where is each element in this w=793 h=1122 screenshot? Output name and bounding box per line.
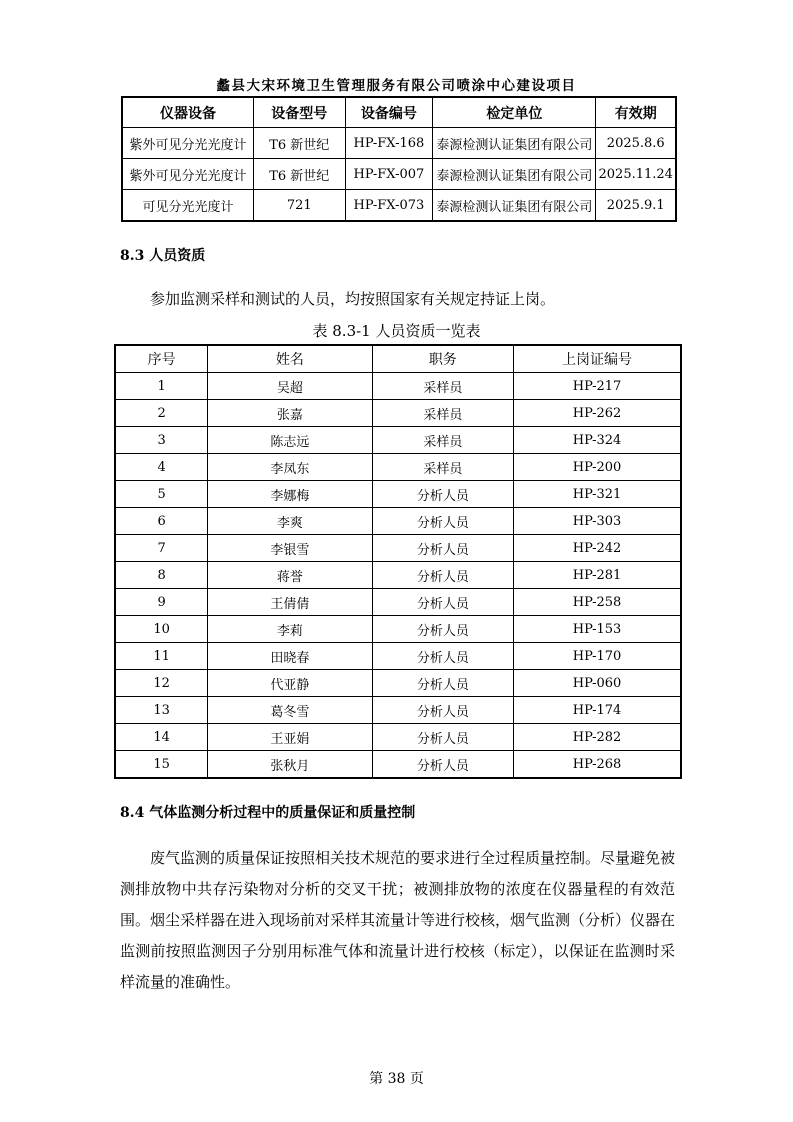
table-cell: 李莉	[208, 616, 372, 643]
table-row	[115, 481, 681, 508]
table-cell: T6 新世纪	[253, 128, 345, 159]
table-row	[115, 643, 681, 670]
table-row	[122, 159, 676, 190]
table-cell: 13	[115, 697, 208, 724]
table-row	[122, 190, 676, 222]
table-row	[115, 616, 681, 643]
table-cell: HP-324	[514, 427, 681, 454]
table-row	[115, 373, 681, 400]
table-cell: HP-FX-168	[345, 128, 433, 159]
table-cell: 李凤东	[208, 454, 372, 481]
table-cell: 分析人员	[372, 562, 513, 589]
table-cell: 2025.11.24	[596, 159, 676, 190]
table-cell: HP-258	[514, 589, 681, 616]
table-cell: HP-153	[514, 616, 681, 643]
table-cell: HP-FX-007	[345, 159, 433, 190]
table-cell: 陈志远	[208, 427, 372, 454]
section-8-4-paragraph: 废气监测的质量保证按照相关技术规范的要求进行全过程质量控制。尽量避免被测排放物中共存污染物对分析的交叉干扰；被测排放物的浓度在仪器量程的有效范围。烟尘采样器在进入现场前对采样其流量计等进行校核，烟气监测（分析）仪器在监测前按照监测因子分别用标准气体和流量计进行校核（标定），以保证在监测时采样流量的准确性。	[120, 849, 676, 991]
table-cell: 分析人员	[372, 643, 513, 670]
table-cell: 15	[115, 751, 208, 779]
table-cell: 分析人员	[372, 670, 513, 697]
table-cell: HP-303	[514, 508, 681, 535]
table-cell: 分析人员	[372, 751, 513, 779]
table-cell: 代亚静	[208, 670, 372, 697]
table-row	[115, 670, 681, 697]
table-cell: 分析人员	[372, 481, 513, 508]
table-cell: HP-281	[514, 562, 681, 589]
table-row	[115, 427, 681, 454]
table-cell: 11	[115, 643, 208, 670]
table-row	[115, 508, 681, 535]
table-cell: 5	[115, 481, 208, 508]
table-row	[122, 128, 676, 159]
table-row	[115, 454, 681, 481]
table-cell: 分析人员	[372, 697, 513, 724]
column-header: 有效期	[596, 97, 676, 128]
table-cell: 张秋月	[208, 751, 372, 779]
table-cell: 1	[115, 373, 208, 400]
table-cell: 张嘉	[208, 400, 372, 427]
column-header: 姓名	[208, 345, 372, 373]
table-cell: HP-217	[514, 373, 681, 400]
table-cell: 10	[115, 616, 208, 643]
table-row	[115, 535, 681, 562]
section-8-3-paragraph: 参加监测采样和测试的人员，均按照国家有关规定持证上岗。	[150, 290, 556, 308]
table-cell: 紫外可见分光光度计	[122, 128, 253, 159]
table-cell: HP-170	[514, 643, 681, 670]
table-cell: 分析人员	[372, 589, 513, 616]
table-cell: 泰源检测认证集团有限公司	[433, 190, 596, 222]
column-header: 职务	[372, 345, 513, 373]
table-cell: HP-200	[514, 454, 681, 481]
table-cell: 721	[253, 190, 345, 222]
document-header: 蠡县大宋环境卫生管理服务有限公司喷涂中心建设项目	[216, 78, 577, 94]
table-row	[115, 697, 681, 724]
table-cell: 采样员	[372, 400, 513, 427]
table-cell: 14	[115, 724, 208, 751]
table-cell: 李爽	[208, 508, 372, 535]
table-cell: 李娜梅	[208, 481, 372, 508]
column-header: 上岗证编号	[514, 345, 681, 373]
table-cell: 2	[115, 400, 208, 427]
section-8-4-title: 8.4 气体监测分析过程中的质量保证和质量控制	[120, 805, 416, 821]
table-cell: 12	[115, 670, 208, 697]
table-cell: 6	[115, 508, 208, 535]
table-cell: 2025.8.6	[596, 128, 676, 159]
page-number: 第 38 页	[369, 1071, 424, 1087]
column-header: 仪器设备	[122, 97, 253, 128]
table-cell: 9	[115, 589, 208, 616]
column-header: 检定单位	[433, 97, 596, 128]
column-header: 设备编号	[345, 97, 433, 128]
table-cell: 王亚娟	[208, 724, 372, 751]
table-cell: HP-174	[514, 697, 681, 724]
table-cell: 2025.9.1	[596, 190, 676, 222]
table-cell: 分析人员	[372, 508, 513, 535]
table-cell: HP-262	[514, 400, 681, 427]
table-cell: 泰源检测认证集团有限公司	[433, 128, 596, 159]
table-cell: HP-282	[514, 724, 681, 751]
table-cell: 紫外可见分光光度计	[122, 159, 253, 190]
table-cell: 3	[115, 427, 208, 454]
table-cell: 分析人员	[372, 724, 513, 751]
table-cell: 李银雪	[208, 535, 372, 562]
table-row	[115, 589, 681, 616]
table-cell: 7	[115, 535, 208, 562]
table-cell: HP-242	[514, 535, 681, 562]
personnel-table	[114, 344, 682, 779]
table-cell: HP-268	[514, 751, 681, 779]
table-cell: 分析人员	[372, 535, 513, 562]
table-cell: 可见分光光度计	[122, 190, 253, 222]
table-cell: HP-FX-073	[345, 190, 433, 222]
table-cell: 分析人员	[372, 616, 513, 643]
table-cell: 吴超	[208, 373, 372, 400]
table-cell: 田晓春	[208, 643, 372, 670]
table-cell: T6 新世纪	[253, 159, 345, 190]
table-cell: 采样员	[372, 427, 513, 454]
table-row	[115, 562, 681, 589]
table-cell: 泰源检测认证集团有限公司	[433, 159, 596, 190]
table-cell: 王倩倩	[208, 589, 372, 616]
table-cell: 8	[115, 562, 208, 589]
table-row	[115, 400, 681, 427]
table-cell: HP-321	[514, 481, 681, 508]
section-8-3-title: 8.3 人员资质	[120, 248, 206, 264]
table-cell: 采样员	[372, 454, 513, 481]
table-cell: 4	[115, 454, 208, 481]
table-row	[115, 751, 681, 779]
column-header: 序号	[115, 345, 208, 373]
column-header: 设备型号	[253, 97, 345, 128]
personnel-table-header-row	[115, 345, 681, 373]
table-row	[115, 724, 681, 751]
table-cell: 蒋誉	[208, 562, 372, 589]
equipment-table	[121, 96, 677, 222]
table-cell: 葛冬雪	[208, 697, 372, 724]
table-cell: 采样员	[372, 373, 513, 400]
table-caption: 表 8.3-1 人员资质一览表	[312, 322, 481, 340]
table-cell: HP-060	[514, 670, 681, 697]
equipment-table-header-row	[122, 97, 676, 128]
